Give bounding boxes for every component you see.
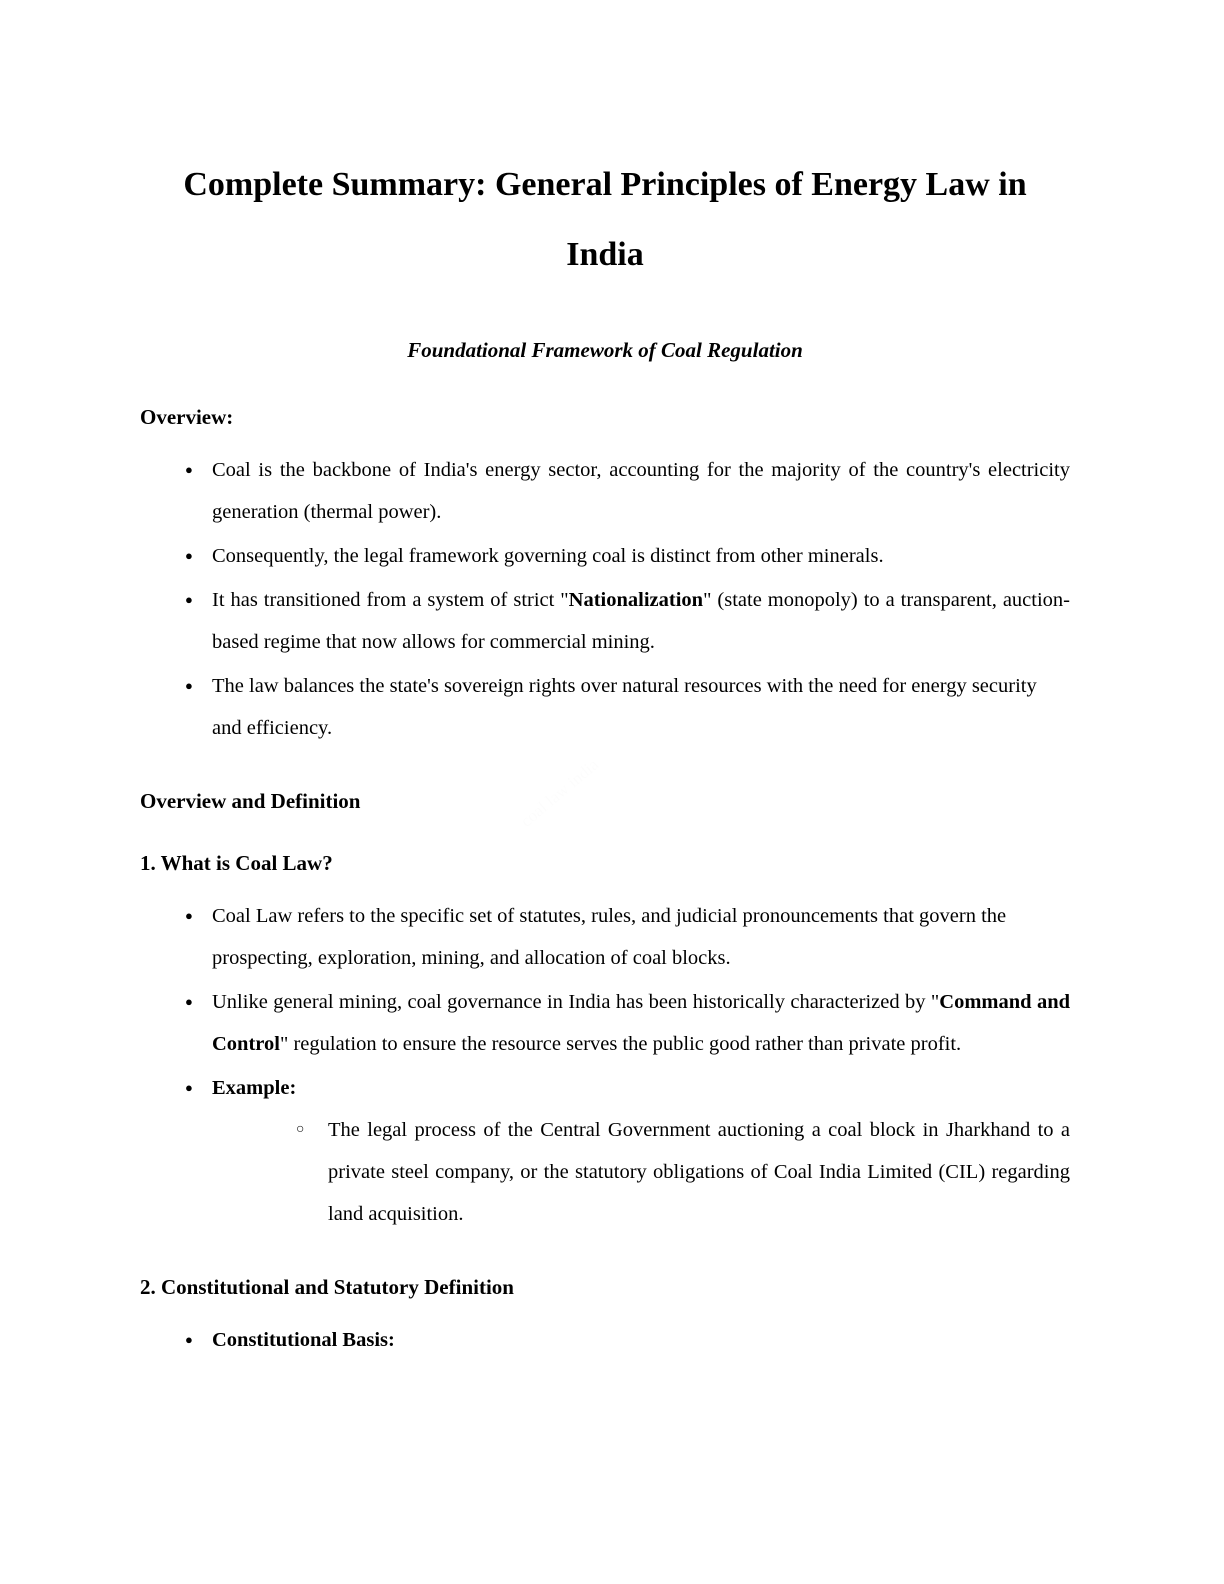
page-title: Complete Summary: General Principles of Energy Law in India [183,166,1027,273]
list-item-constitutional-basis [140,1319,1070,1361]
list-item-example [140,1067,1070,1235]
list-item [140,665,1070,749]
emphasis-nationalization: Nationalization [568,589,704,611]
list-item [140,895,1070,979]
list-item [140,535,1070,577]
list-item-text: Coal is the backbone of India's energy sector, accounting for the majority of the country's electricity generation (thermal power). [212,459,1070,523]
list-item [140,579,1070,663]
list-item-text-part: It has transitioned from a system of strict " [212,589,569,611]
sub-list-item-text: The legal process of the Central Government auctioning a coal block in Jharkhand to a private steel company, or the statutory obligations of Coal India Limited (CIL) regarding land acquisition. [328,1119,1070,1225]
list-item-label: Example: [212,1077,297,1099]
list-item-label: Constitutional Basis: [212,1329,395,1351]
bullet-list-constitutional [140,1319,1070,1361]
list-item [140,449,1070,533]
sub-bullet-list-example [212,1109,1070,1235]
document-content [140,150,1070,1363]
list-item [140,981,1070,1065]
bullet-list-overview [140,449,1070,749]
emphasis-command-and-control: Command and Control [212,991,1071,1055]
section-heading-what-is-coal-law: 1. What is Coal Law? [140,851,333,875]
sub-list-item [254,1109,1070,1235]
bullet-list-coal-law [140,895,1070,1235]
list-item-text-part: " (state monopoly) to a transparent, auction-based regime that now allows for commercial mining. [212,589,1070,653]
list-item-text: Coal Law refers to the specific set of statutes, rules, and judicial pronouncements that govern the prospecting, exploration, mining, and allocation of coal blocks. [212,905,1007,969]
list-item-text: Consequently, the legal framework governing coal is distinct from other minerals. [212,545,884,567]
section-heading-overview: Overview: [140,405,234,429]
document-subtitle: Foundational Framework of Coal Regulation [407,338,803,362]
list-item-text: The law balances the state's sovereign rights over natural resources with the need for energy security and efficiency. [212,675,1037,739]
section-heading-constitutional-statutory-definition: 2. Constitutional and Statutory Definition [140,1275,514,1299]
section-heading-overview-and-definition: Overview and Definition [140,789,361,813]
list-item-text-part: " regulation to ensure the resource serves the public good rather than private profit. [279,1033,962,1055]
list-item-text-part: Unlike general mining, coal governance in India has been historically characterized by " [212,991,940,1013]
